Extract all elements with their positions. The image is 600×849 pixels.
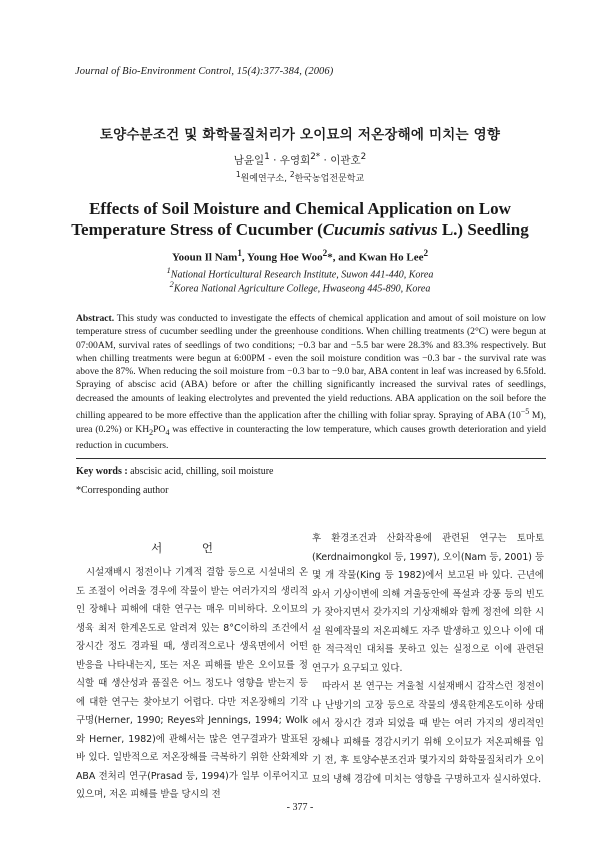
english-authors (0, 248, 600, 264)
en-sep-1: , (241, 251, 248, 264)
aff-2: 한국농업전문학교 (294, 174, 365, 184)
abstract-sub-1: 2 (149, 427, 154, 437)
separator: · (320, 154, 331, 167)
right-paragraph-1: 후 환경조건과 산화작용에 관련된 연구는 토마토(Kerdnaimongkol 등, 1997), 오이(Nam 등, 2001) 등 몇 개 작물(King 등 1982)에서 보고된 바 있다. 근년에 와서 기상이변에 의해 겨울동안에 폭설과 강풍 등의 빈도가 잦아지면서 갖가지의 기상재해와 함께 정전에 의한 시설 원예작물의 저온피해도 자주 발생하고 있으나 이에 대한 적극적인 대처를 못하고 있는 실정으로 이에 관련된 연구가 요구되고 있다. (312, 533, 544, 674)
title-line-2-a: Temperature Stress of Cucumber ( (71, 220, 323, 239)
en-author-3-sup: 2 (423, 248, 429, 258)
en-aff-2-sup: 2 (169, 280, 174, 289)
author-1: 남윤일 (233, 154, 265, 167)
separator: · (269, 154, 280, 167)
aff-2-sup: 2 (289, 170, 295, 179)
korean-title: 토양수분조건 및 화학물질처리가 오이묘의 저온장해에 미치는 영향 (99, 127, 501, 143)
abstract-exponent: −5 (520, 407, 530, 417)
corresponding-author: *Corresponding author (76, 485, 169, 496)
english-title (0, 198, 600, 240)
en-author-2-sup: 2 (322, 248, 328, 258)
abstract-label: Abstract. (76, 313, 115, 324)
en-aff-2: Korea National Agriculture College, Hwaseong 445-890, Korea (173, 283, 431, 295)
section-heading: 서 언 (151, 541, 231, 555)
page-number: - 377 - (286, 802, 314, 813)
en-author-2-star: * (327, 251, 333, 264)
abstract-text-2: M), urea (0.2%) or KH (76, 410, 546, 435)
left-column (76, 564, 308, 805)
divider (76, 458, 546, 459)
korean-authors (0, 152, 600, 168)
en-author-1: Yooun Il Nam (171, 251, 238, 264)
en-aff-1: National Horticultural Research Institute, Suwon 441-440, Korea (170, 269, 434, 281)
author-3: 이관호 (330, 154, 361, 167)
author-3-sup: 2 (360, 152, 367, 162)
en-author-3: Kwan Ho Lee (358, 251, 424, 264)
en-sep-2: , and (332, 251, 359, 264)
right-paragraph-2: 따라서 본 연구는 겨울철 시설재배시 갑작스런 정전이나 난방기의 고장 등으로 작물의 생육한계온도이하 상태에서 장시간 경과 되었을 때 받는 여러 가지의 생리적인 장해나 피해를 경감시키기 위해 오이묘가 저온피해를 입기 전, 후 토양수분조건과 몇가지의 화학물질처리가 오이묘의 냉해 경감에 미치는 영향을 구명하고자 실시하였다. (312, 681, 544, 785)
aff-1-sup: 1 (235, 170, 241, 179)
korean-affiliations (0, 170, 600, 184)
right-column (312, 530, 544, 789)
en-author-1-sup: 1 (237, 248, 242, 258)
title-line-2 (0, 219, 600, 240)
left-paragraph: 시설재배시 정전이나 기계적 결함 등으로 시설내의 온도 조절이 어려울 경우에 작물이 받는 여러가지의 생리적인 장해나 피해에 대한 연구는 매우 미비하다. 오이묘의 생육 최저 한계온도로 알려져 있는 8°C이하의 조건에서 장시간 정도 경과될 때, 생리적으로나 생육면에서 어떤 반응을 나타내는지, 또는 저온 피해를 받은 오이묘를 정식할 때 생산성과 품질은 어느 정도나 영향을 받는지 등에 대한 연구는 찾아보기 어렵다. 다만 저온장해의 기작 구명(Herner, 1990; Reyes와 Jennings, 1994; Wolk와 Herner, 1982)에 관해서는 많은 연구결과가 발표된 바 있다. 일반적으로 저온장해를 극복하기 위한 산화제와 ABA 전처리 연구(Prasad 등, 1994)가 일부 이루어지고 있으며, 저온 피해를 받을 당시의 전 (76, 567, 308, 800)
keywords-label: Key words : (76, 466, 128, 477)
author-2: 우영회 (279, 154, 311, 167)
en-aff-1-sup: 1 (166, 266, 171, 275)
abstract-text-3: PO (153, 423, 166, 435)
english-affiliation-1 (0, 266, 600, 280)
aff-1: 원예연구소, (240, 174, 290, 184)
journal-citation: Journal of Bio-Environment Control, 15(4):377-384, (2006) (75, 66, 334, 77)
title-line-2-b: L.) Seedling (437, 220, 529, 239)
english-affiliation-2 (0, 280, 600, 294)
abstract-text-1: This study was conducted to investigate the effects of chemical application and amout of soil moisture on low temperature stress of cucumber seedling under the greenhouse conditions. When chilling treatments (2°C) were begun at 07:00AM, survival rates of seedlings of two conditions; −0.3 bar and −5.5 bar were 28.3% and 83.3% respectively. But when chilling treatments were begun at 6:00PM - even the soil moisture condition was −0.3 bar - the survival rate was above the 87%. When reducing the soil moisture from −0.3 bar to −9.0 bar, ABA content in leaf was increased by 6.5fold. Spraying of abscisc acid (ABA) before or after the chilling significantly increased the survival rates of seedlings, decreased the amounts of leaking electrolytes and prevented the yield reductions. ABA application on the soil before the chilling appeared to be more effective than the application after the chilling with foliar spray. Spraying of ABA (10 (76, 313, 546, 422)
author-1-sup: 1 (264, 152, 270, 162)
species-name: Cucumis sativus (322, 220, 438, 239)
keywords-text: abscisic acid, chilling, soil moisture (127, 466, 274, 477)
abstract-sub-2: 4 (165, 427, 170, 437)
abstract-text-4: was effective in counteracting the low temperature, which causes growth deterioration and yield reduction in cucumbers. (76, 423, 546, 451)
keywords (76, 466, 273, 477)
author-2-sup: 2* (310, 152, 321, 162)
en-author-2: Young Hoe Woo (247, 251, 323, 264)
abstract (76, 312, 546, 452)
title-line-1: Effects of Soil Moisture and Chemical Application on Low (89, 199, 511, 218)
